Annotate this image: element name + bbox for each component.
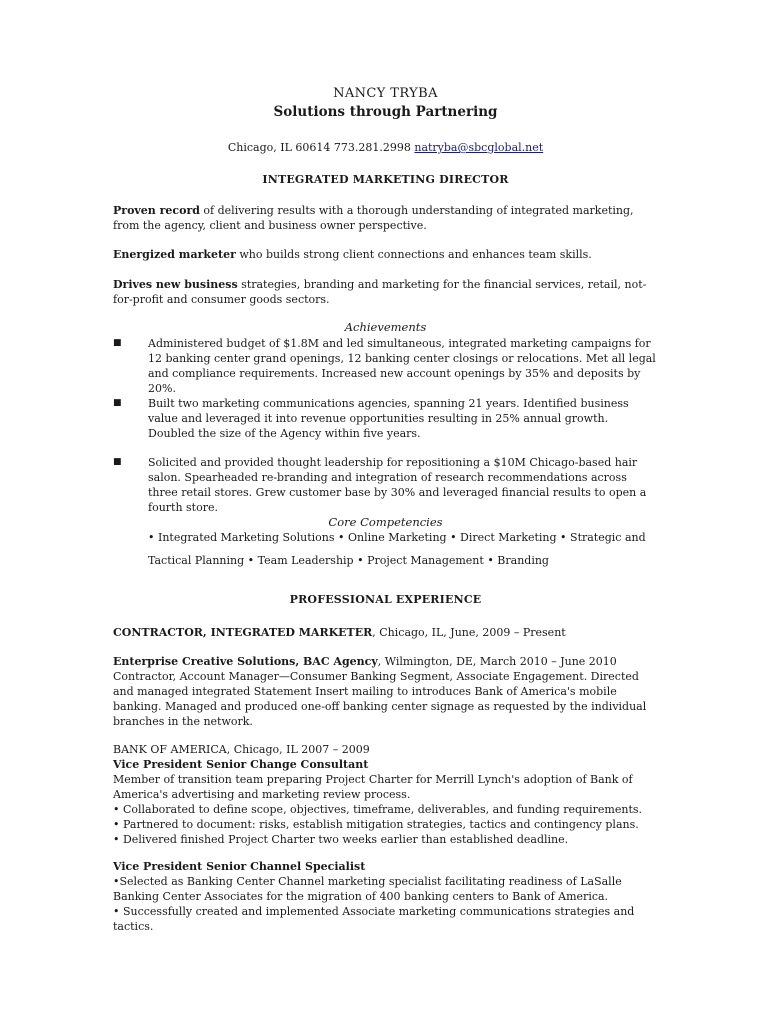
- enterprise-entry: [113, 654, 658, 729]
- achievement-item: [113, 336, 658, 395]
- role-bullet: •Selected as Banking Center Channel marketing specialist facilitating readiness of LaSalle Banking Center Associates for the migration of 400 banking centers to Bank of America.: [113, 875, 622, 903]
- achievement-text: Solicited and provided thought leadership for repositioning a $10M Chicago-based hair salon. Spearheaded re-branding and integration of research recommendations across three retail stores. Grew customer base by 30% and leveraged financial results to open a fourth store.: [148, 456, 647, 514]
- employer-name: CONTRACTOR, INTEGRATED MARKETER: [113, 626, 373, 639]
- enterprise-description: Contractor, Account Manager—Consumer Banking Segment, Associate Engagement. Directed and managed integrated Statement Insert mailing to introduces Bank of America's mobile banking. Managed and produced one-off banking center signage as requested by the individual branches in the network.: [113, 670, 647, 728]
- summary-proven-record: [113, 203, 658, 233]
- summary-text: who builds strong client connections and enhances team skills.: [235, 248, 592, 261]
- employer-details: , Chicago, IL, June, 2009 – Present: [372, 626, 566, 639]
- boa-entry: [113, 742, 658, 847]
- contact-address-phone: Chicago, IL 60614 773.281.2998: [227, 141, 411, 154]
- achievements-heading: Achievements: [344, 320, 427, 334]
- summary-text: of delivering results with a thorough understanding of integrated marketing, from the agency, client and business owner perspective.: [113, 204, 634, 232]
- role-title: Vice President Senior Change Consultant: [113, 758, 369, 771]
- square-bullet-icon: ■: [113, 338, 122, 348]
- employer-details: , Wilmington, DE, March 2010 – June 2010: [377, 655, 617, 668]
- candidate-name: NANCY TRYBA: [333, 86, 438, 101]
- boa-channel-entry: [113, 859, 658, 934]
- achievement-item: [113, 396, 658, 442]
- employer-name: BANK OF AMERICA,: [113, 743, 231, 756]
- role-title: Vice President Senior Channel Specialist: [113, 860, 366, 873]
- role-description: Member of transition team preparing Project Charter for Merrill Lynch's adoption of Bank of America's advertising and marketing review process.: [113, 773, 633, 801]
- role-bullet: • Partnered to document: risks, establish mitigation strategies, tactics and contingency plans.: [113, 818, 639, 831]
- achievement-text: Built two marketing communications agencies, spanning 21 years. Identified business value and leveraged it into revenue opportunities resulting in 25% annual growth. Doubled the size of the Agency within five years.: [148, 397, 629, 440]
- summary-lead: Drives new business: [113, 278, 238, 291]
- tagline: Solutions through Partnering: [273, 104, 498, 120]
- contact-line: [113, 140, 658, 155]
- achievement-item: [113, 455, 658, 514]
- summary-energized-marketer: [113, 247, 658, 262]
- square-bullet-icon: ■: [113, 398, 122, 408]
- summary-lead: Proven record: [113, 204, 200, 217]
- contractor-entry: [113, 625, 658, 640]
- summary-text: strategies, branding and marketing for the financial services, retail, not-for-profit and consumer goods sectors.: [113, 278, 647, 306]
- achievement-text: Administered budget of $1.8M and led simultaneous, integrated marketing campaigns for 12 banking center grand openings, 12 banking center closings or relocations. Met all legal and compliance requirements. Increased new account openings by 35% and deposits by 20%.: [148, 337, 656, 395]
- role-bullet: • Collaborated to define scope, objectives, timeframe, deliverables, and funding requirements.: [113, 803, 643, 816]
- role-bullet: • Successfully created and implemented Associate marketing communications strategies and tactics.: [113, 905, 635, 933]
- role-bullet: • Delivered finished Project Charter two weeks earlier than established deadline.: [113, 833, 569, 846]
- core-competencies-heading: Core Competencies: [328, 515, 443, 529]
- email-link[interactable]: natryba@sbcglobal.net: [414, 141, 544, 154]
- core-competencies-list: • Integrated Marketing Solutions • Online Marketing • Direct Marketing • Strategic and Tactical Planning • Team Leadership • Project Management • Branding: [148, 531, 646, 567]
- summary-drives-new-business: [113, 277, 658, 307]
- summary-lead: Energized marketer: [113, 248, 236, 261]
- employer-name: Enterprise Creative Solutions, BAC Agency: [113, 655, 378, 668]
- employer-details: Chicago, IL 2007 – 2009: [230, 743, 370, 756]
- job-title-heading: INTEGRATED MARKETING DIRECTOR: [262, 173, 509, 186]
- professional-experience-heading: PROFESSIONAL EXPERIENCE: [289, 593, 482, 606]
- square-bullet-icon: ■: [113, 457, 122, 467]
